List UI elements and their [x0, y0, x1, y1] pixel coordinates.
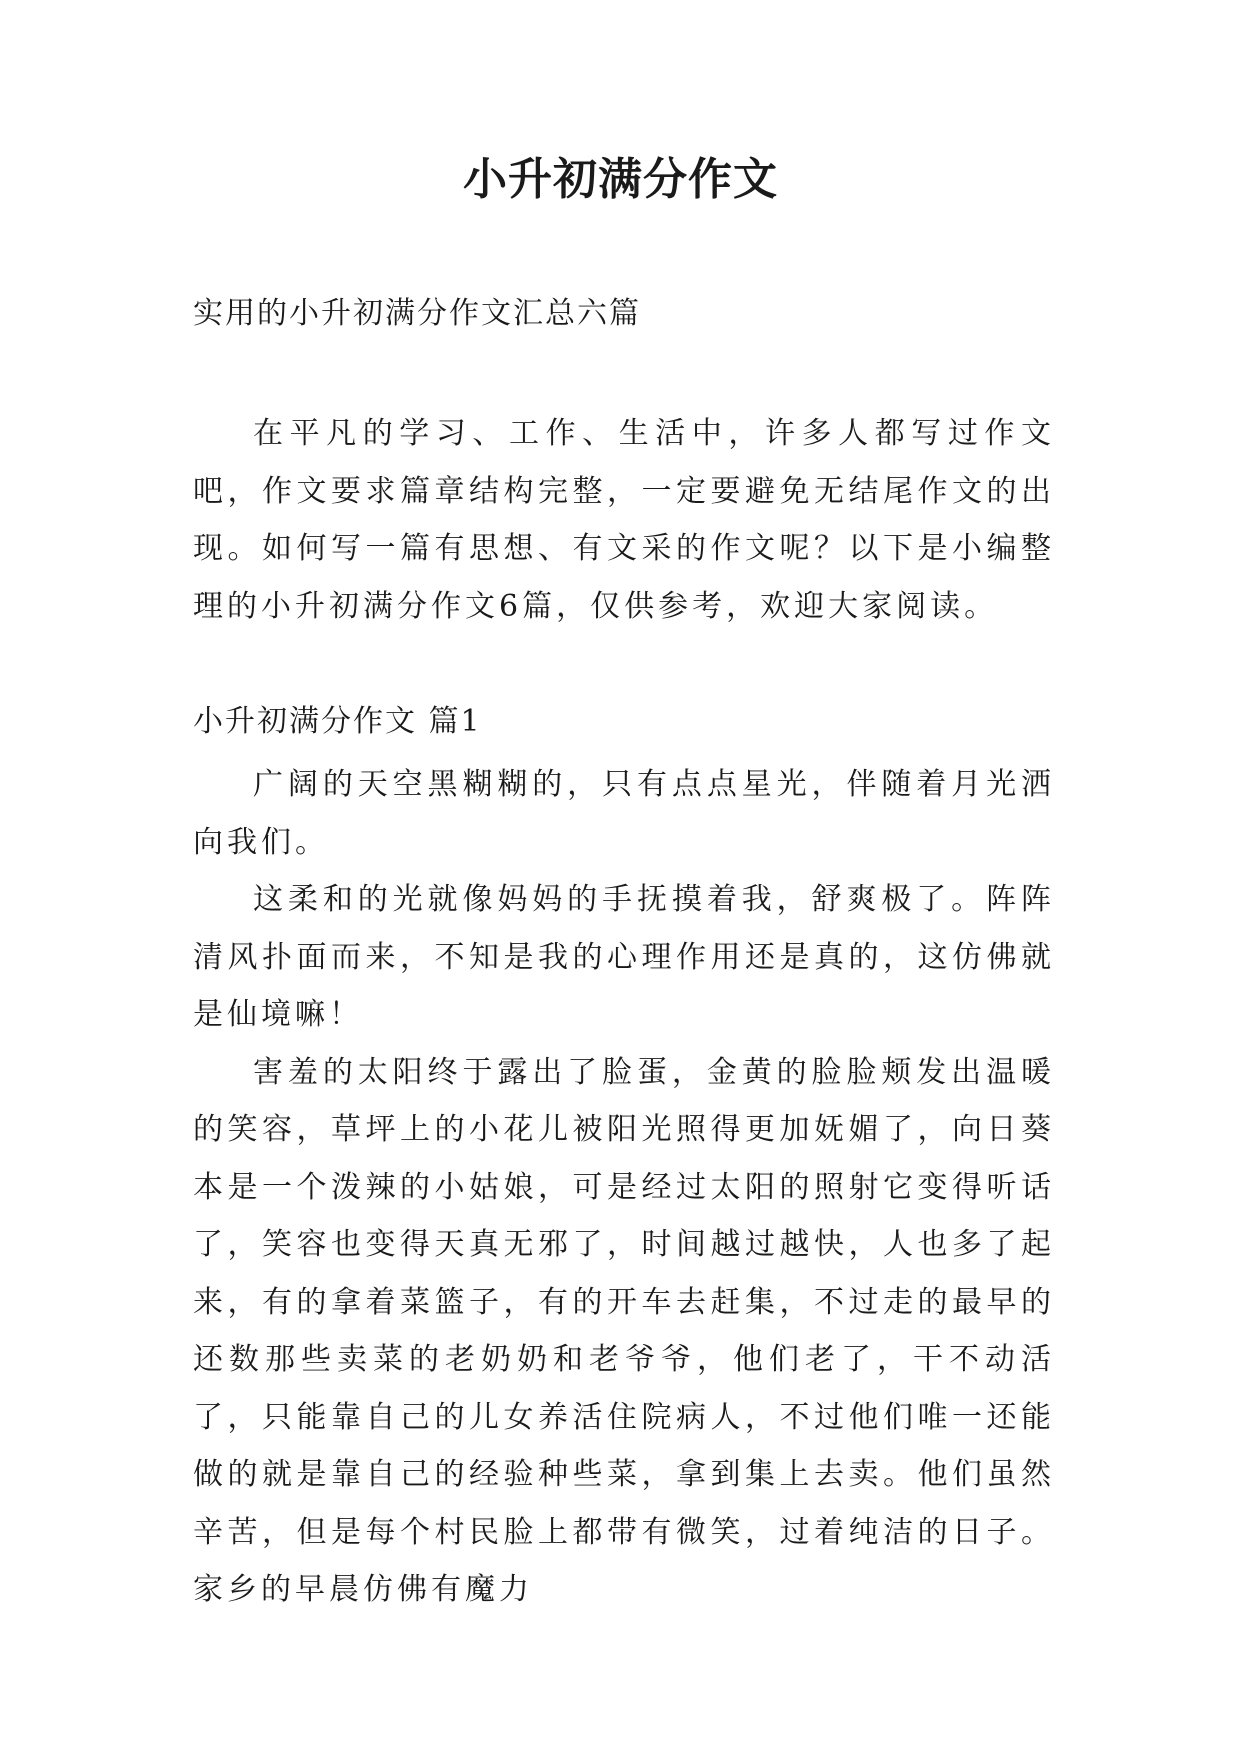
- document-subtitle: 实用的小升初满分作文汇总六篇: [193, 296, 641, 331]
- article-paragraph: 广阔的天空黑糊糊的，只有点点星光，伴随着月光洒向我们。: [193, 767, 1055, 860]
- section-heading: 小升初满分作文 篇1: [193, 704, 482, 739]
- article-paragraph: 这柔和的光就像妈妈的手抚摸着我，舒爽极了。阵阵清风扑面而来，不知是我的心理作用还是真的，这仿佛就是仙境嘛！: [193, 882, 1055, 1032]
- document-title: 小升初满分作文: [463, 154, 778, 205]
- intro-block: [193, 405, 1055, 635]
- intro-paragraph: 在平凡的学习、工作、生活中，许多人都写过作文吧，作文要求篇章结构完整，一定要避免无结尾作文的出现。如何写一篇有思想、有文采的作文呢？以下是小编整理的小升初满分作文6篇，仅供参考，欢迎大家阅读。: [193, 416, 1055, 624]
- article-paragraph: 害羞的太阳终于露出了脸蛋，金黄的脸脸颊发出温暖的笑容，草坪上的小花儿被阳光照得更加妩媚了，向日葵本是一个泼辣的小姑娘，可是经过太阳的照射它变得听话了，笑容也变得天真无邪了，时间越过越快，人也多了起来，有的拿着菜篮子，有的开车去赶集，不过走的最早的还数那些卖菜的老奶奶和老爷爷，他们老了，干不动活了，只能靠自己的儿女养活住院病人，不过他们唯一还能做的就是靠自己的经验种些菜，拿到集上去卖。他们虽然辛苦，但是每个村民脸上都带有微笑，过着纯洁的日子。家乡的早晨仿佛有魔力: [193, 1054, 1055, 1607]
- article-section: [193, 702, 1055, 1619]
